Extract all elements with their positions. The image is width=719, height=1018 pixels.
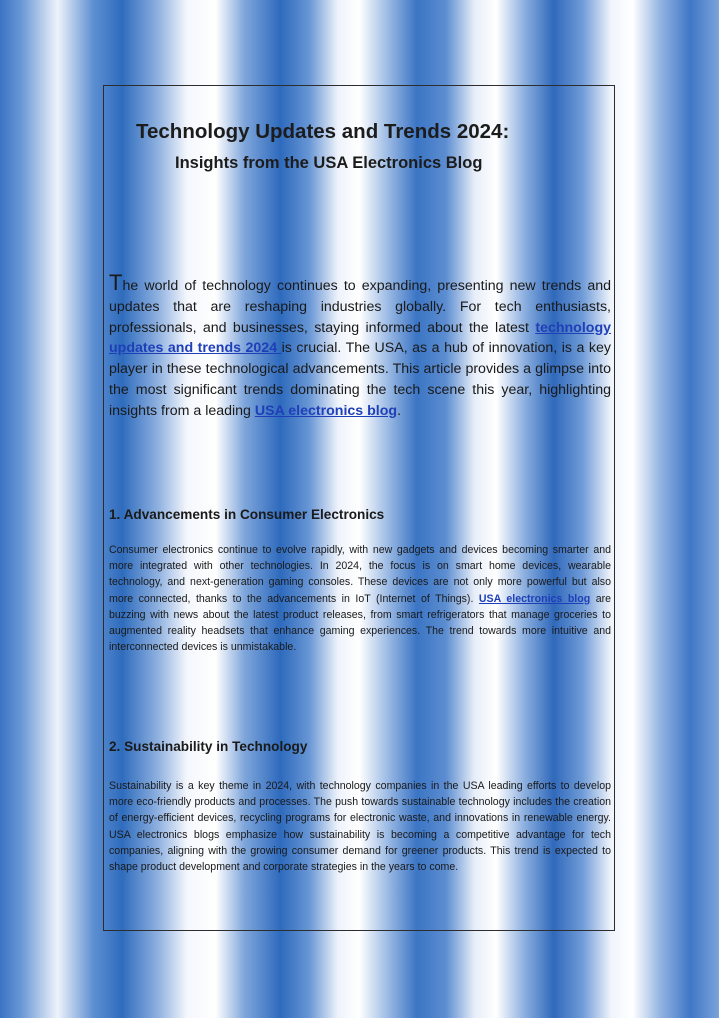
technology-updates-link[interactable]: technology updates and trends 2024	[109, 319, 611, 357]
section-1-text-1: Consumer electronics continue to evolve rapidly, with new gadgets and devices becoming smarter and more integrated with other technologies. In 2024, the focus is on smart home devices, wearable technology, and next-generation gaming consoles. These devices are not only more powerful but also more connected, thanks to the advancements in IoT (Internet of Things).	[109, 544, 611, 605]
section-heading-consumer-electronics: 1. Advancements in Consumer Electronics	[109, 507, 385, 522]
usa-electronics-blog-inline-link[interactable]: USA electronics blog	[478, 592, 591, 605]
intro-text-2: is crucial. The USA, as a hub of innovation, is a key player in these technological advancements. This article provides a glimpse into the most significant trends dominating the tech scene this year, highlighting insights from a leading	[109, 340, 611, 419]
section-1-text-2: are buzzing with news about the latest product releases, from smart refrigerators that manage groceries to augmented reality headsets that enhance gaming experiences. The trend towards more intuitive and interconnected devices is unmistakable.	[109, 592, 612, 654]
section-heading-sustainability: 2. Sustainability in Technology	[109, 739, 308, 754]
intro-dropcap: T	[109, 270, 123, 295]
page-title: Technology Updates and Trends 2024:	[136, 120, 510, 143]
intro-paragraph	[109, 272, 611, 422]
document-page	[103, 85, 615, 931]
intro-text-3: .	[397, 402, 402, 419]
section-paragraph-sustainability: Sustainability is a key theme in 2024, with technology companies in the USA leading efforts to develop more eco-friendly products and processes. The push towards sustainable technology includes the creation of energy-efficient devices, recycling programs for electronic waste, and innovations in renewable energy. USA electronics blogs emphasize how sustainability is becoming a competitive advantage for tech companies, aligning with the growing consumer demand for greener products. This trend is expected to shape product development and corporate strategies in the years to come.	[109, 780, 611, 874]
usa-electronics-blog-link[interactable]: USA electronics blog	[254, 402, 398, 419]
page-subtitle: Insights from the USA Electronics Blog	[175, 154, 483, 172]
intro-text-1: he world of technology continues to expanding, presenting new trends and updates that are reshaping industries globally. For tech enthusiasts, professionals, and businesses, staying informed about the latest	[109, 278, 611, 336]
section-paragraph-consumer-electronics	[109, 542, 611, 655]
